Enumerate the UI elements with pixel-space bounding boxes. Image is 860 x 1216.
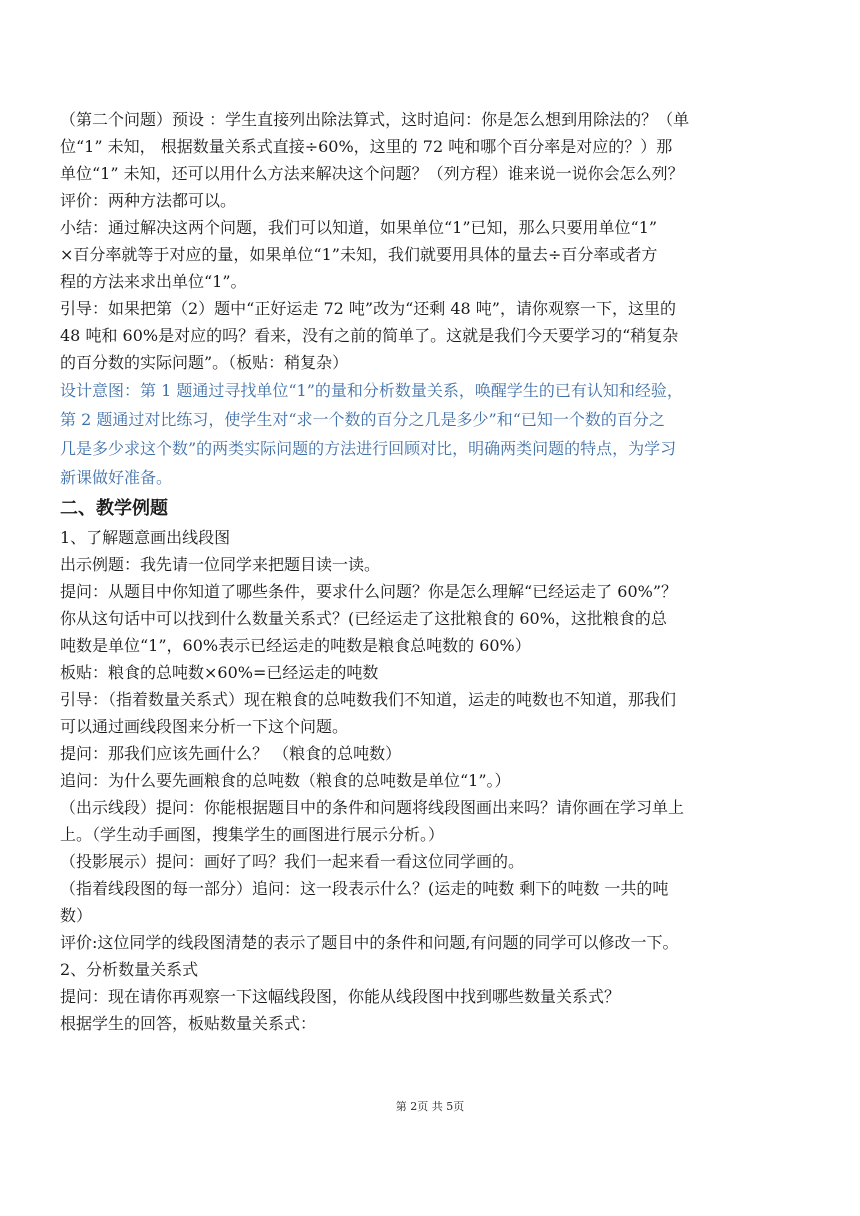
text-line: （出示线段）提问：你能根据题目中的条件和问题将线段图画出来吗？请你画在学习单上 [60,798,685,817]
page-number-footer: 第 2页 共 5页 [395,1100,465,1113]
text-line: 评价:这位同学的线段图清楚的表示了题目中的条件和问题,有问题的同学可以修改一下。 [60,933,679,952]
text-line: 板贴：粮食的总吨数×60%=已经运走的吨数 [60,663,379,682]
text-line: 单位“1” 未知，还可以用什么方法来解决这个问题？（列方程）谁来说一说你会怎么列？ [60,164,684,183]
text-line: 出示例题：我先请一位同学来把题目读一读。 [60,555,381,574]
text-line: 小结：通过解决这两个问题，我们可以知道，如果单位“1”已知，那么只要用单位“1” [60,218,658,237]
text-line: 2、分析数量关系式 [60,960,199,979]
design-intent-line: 几是多少求这个数”的两类实际问题的方法进行回顾对比，明确两类问题的特点，为学习 [60,439,677,458]
text-line: 48 吨和 60%是对应的吗？看来，没有之前的简单了。这就是我们今天要学习的“稍复杂 [60,326,679,345]
intro-paragraphs [60,106,740,376]
design-intent-note [60,376,740,492]
text-line: 提问：现在请你再观察一下这幅线段图，你能从线段图中找到哪些数量关系式？ [60,987,621,1006]
text-line: 提问：那我们应该先画什么？ （粮食的总吨数） [60,744,402,763]
text-line: 引导：如果把第（2）题中“正好运走 72 吨”改为“还剩 48 吨”，请你观察一下，这里的 [60,299,676,318]
text-line: （指着线段图的每一部分）追问：这一段表示什么？(运走的吨数 剩下的吨数 一共的吨 [60,879,669,898]
text-line: 根据学生的回答，板贴数量关系式： [60,1014,317,1033]
text-line: 1、了解题意画出线段图 [60,528,231,547]
text-line: （投影展示）提问：画好了吗？我们一起来看一看这位同学画的。 [60,852,525,871]
text-line: 的百分数的实际问题”。（板贴：稍复杂） [60,353,349,372]
text-line: 追问：为什么要先画粮食的总吨数（粮食的总吨数是单位“1”。） [60,771,511,790]
text-line: 可以通过画线段图来分析一下这个问题。 [60,717,349,736]
text-line: ×百分率就等于对应的量，如果单位“1”未知，我们就要用具体的量去÷百分率或者方 [60,245,658,264]
text-line: 你从这句话中可以找到什么数量关系式？(已经运走了这批粮食的 60%，这批粮食的总 [60,609,667,628]
text-line: 引导：（指着数量关系式）现在粮食的总吨数我们不知道，运走的吨数也不知道，那我们 [60,690,677,709]
example-paragraphs [60,524,740,1037]
text-line: 上。（学生动手画图，搜集学生的画图进行展示分析。） [60,825,445,844]
document-body [60,106,740,1037]
section-heading: 二、教学例题 [60,498,168,519]
design-intent-line: 设计意图：第 1 题通过寻找单位“1”的量和分析数量关系，唤醒学生的已有认知和经验， [60,381,683,400]
text-line: （第二个问题）预设 ：学生直接列出除法算式，这时追问：你是怎么想到用除法的？（单 [60,110,690,129]
text-line: 位“1” 未知， 根据数量关系式直接÷60%，这里的 72 吨和哪个百分率是对应的？）那 [60,137,673,156]
text-line: 程的方法来求出单位“1”。 [60,272,247,291]
text-line: 评价：两种方法都可以。 [60,191,237,210]
text-line: 吨数是单位“1”，60%表示已经运走的吨数是粮食总吨数的 60%） [60,636,531,655]
text-line: 数） [60,906,93,925]
design-intent-line: 新课做好准备。 [60,468,173,487]
design-intent-line: 第 2 题通过对比练习，使学生对“求一个数的百分之几是多少”和“已知一个数的百分之 [60,410,665,429]
text-line: 提问：从题目中你知道了哪些条件，要求什么问题？你是怎么理解“已经运走了 60%”？ [60,582,678,601]
